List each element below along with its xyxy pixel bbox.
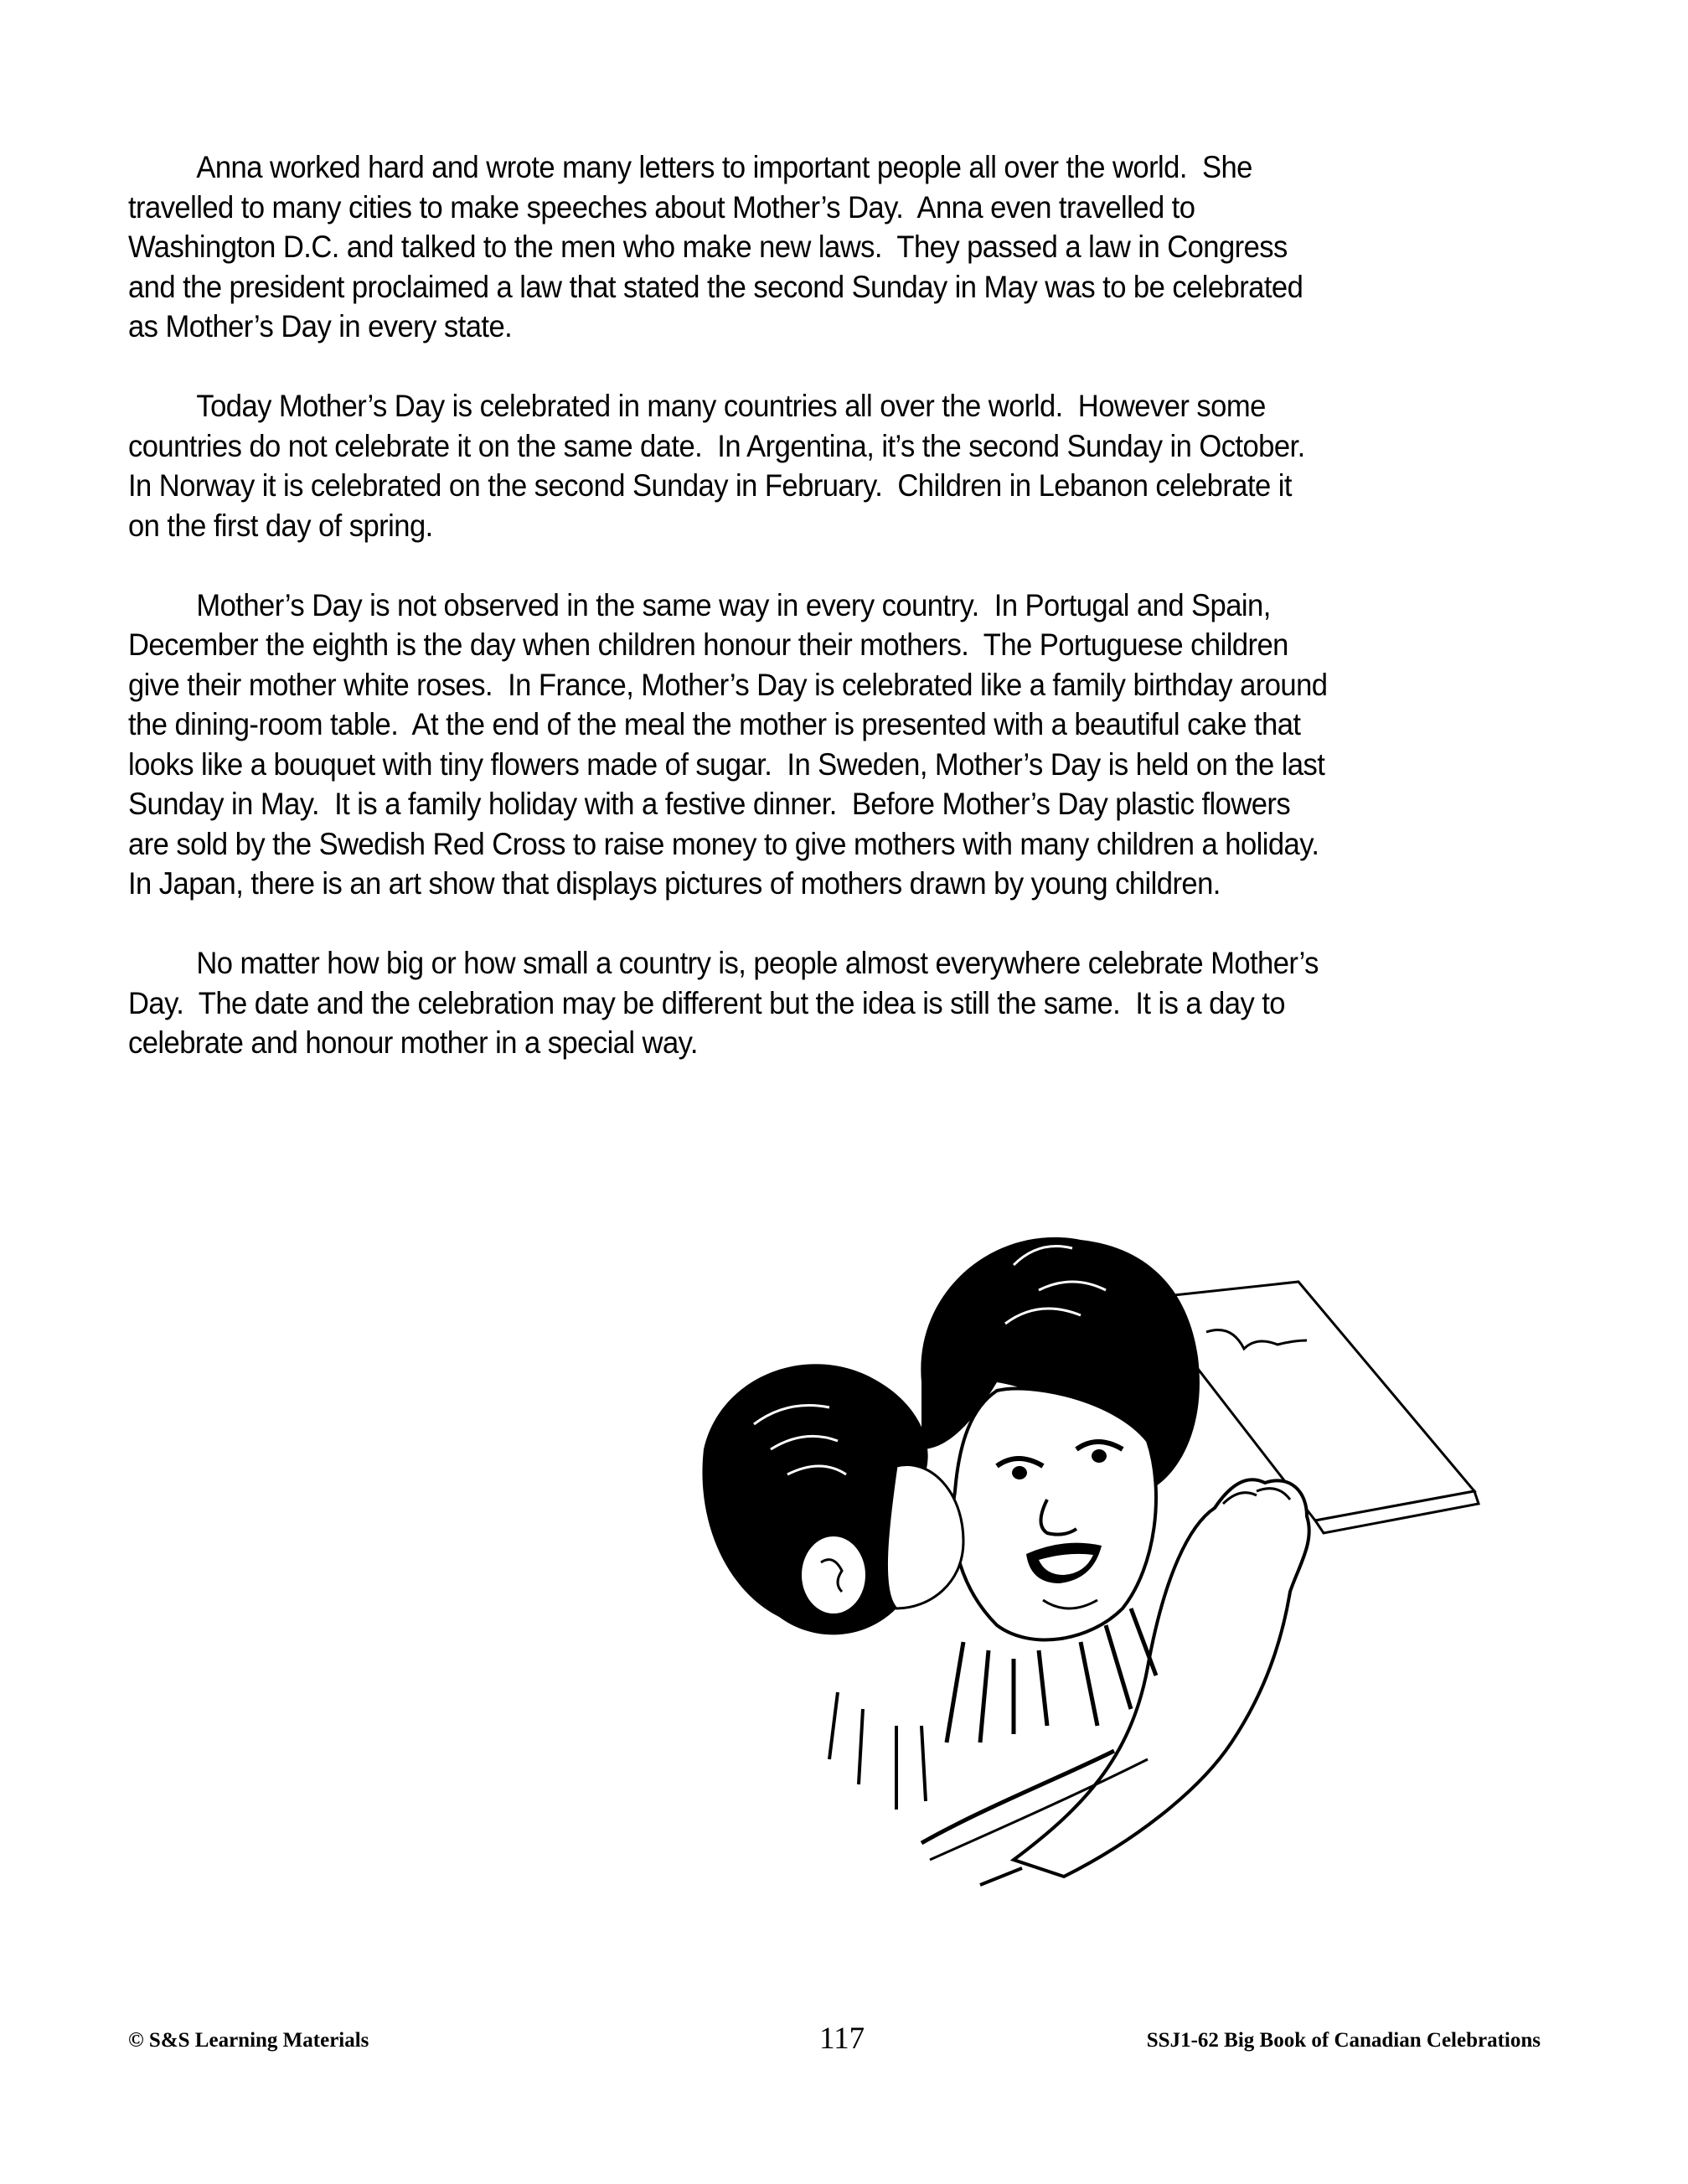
paragraph-1 xyxy=(128,147,1460,347)
text-line: Today Mother’s Day is celebrated in many countries all over the world. However some xyxy=(196,389,1266,423)
text-line: December the eighth is the day when children honour their mothers. The Portuguese children xyxy=(128,627,1288,662)
illustration-icon xyxy=(645,1173,1483,1910)
text-line: Anna worked hard and wrote many letters to important people all over the world. She xyxy=(196,150,1252,184)
text-line: as Mother’s Day in every state. xyxy=(128,309,513,343)
copyright-text: © S&S Learning Materials xyxy=(128,2029,369,2052)
text-line: celebrate and honour mother in a special way. xyxy=(128,1025,698,1060)
page-footer xyxy=(128,2021,1541,2063)
text-line: are sold by the Swedish Red Cross to raise money to give mothers with many children a holiday. xyxy=(128,826,1319,861)
paragraph-2 xyxy=(128,386,1460,545)
text-line: Washington D.C. and talked to the men who make new laws. They passed a law in Congress xyxy=(128,230,1288,264)
paragraph-3 xyxy=(128,586,1460,904)
body-text xyxy=(128,147,1460,1102)
text-line: give their mother white roses. In France, Mother’s Day is celebrated like a family birthday around xyxy=(128,667,1328,702)
text-line: In Japan, there is an art show that displays pictures of mothers drawn by young children. xyxy=(128,866,1221,901)
page-number: 117 xyxy=(819,2021,865,2056)
text-line: No matter how big or how small a country is, people almost everywhere celebrate Mother’s xyxy=(196,946,1319,980)
mother-and-child-illustration xyxy=(645,1173,1483,1910)
text-line: Day. The date and the celebration may be different but the idea is still the same. It is a day to xyxy=(128,985,1285,1020)
text-line: and the president proclaimed a law that stated the second Sunday in May was to be celebrated xyxy=(128,269,1303,304)
text-line: looks like a bouquet with tiny flowers made of sugar. In Sweden, Mother’s Day is held on the last xyxy=(128,746,1325,782)
text-line: countries do not celebrate it on the same date. In Argentina, it’s the second Sunday in October. xyxy=(128,428,1305,463)
text-line: travelled to many cities to make speeches about Mother’s Day. Anna even travelled to xyxy=(128,189,1195,225)
text-line: Mother’s Day is not observed in the same way in every country. In Portugal and Spain, xyxy=(196,587,1271,622)
text-line: the dining-room table. At the end of the meal the mother is presented with a beautiful cake that xyxy=(128,707,1301,741)
text-line: Sunday in May. It is a family holiday with a festive dinner. Before Mother’s Day plastic flowers xyxy=(128,787,1291,821)
text-line: on the first day of spring. xyxy=(128,508,433,543)
book-title: SSJ1-62 Big Book of Canadian Celebrations xyxy=(1146,2029,1541,2052)
paragraph-4 xyxy=(128,943,1460,1063)
text-line: In Norway it is celebrated on the second Sunday in February. Children in Lebanon celebrate it xyxy=(128,468,1292,503)
